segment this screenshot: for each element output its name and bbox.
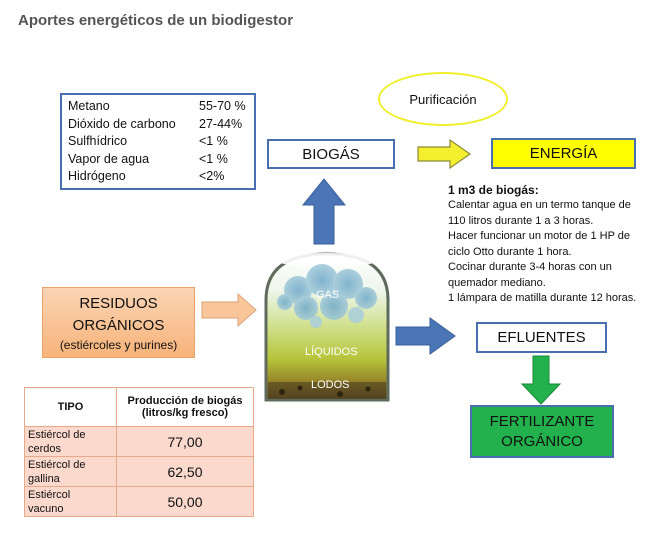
arrow-down-fertilizante [522,356,560,404]
page-title: Aportes energéticos de un biodigestor [18,12,294,29]
valor-cell: 50,00 [117,487,254,517]
valor-cell: 62,50 [117,457,254,487]
biogas-use-line: quemador mediano. [448,276,546,289]
biogas-uses-block [448,182,656,307]
biogas-use-line: Cocinar durante 3-4 horas con un [448,261,612,273]
energia-label: ENERGÍA [529,145,598,162]
digester-illustration [266,253,388,400]
component-name: Sulfhídrico [68,134,128,148]
purificacion-label: Purificación [409,91,477,107]
header-produccion-line1: Producción de biogás [127,395,243,407]
liquidos-label: LÍQUIDOS [305,346,358,358]
fertilizante-label-line1: FERTILIZANTE [489,412,595,430]
arrow-right-energia [418,140,470,168]
component-name: Vapor de agua [68,151,150,166]
component-value: <1 % [199,151,228,166]
biogas-use-line: Hacer funcionar un motor de 1 HP de [448,230,631,242]
component-value: 27-44% [199,116,243,131]
table-row [25,427,254,457]
component-value: <1 % [199,134,228,148]
biogas-uses-title: 1 m3 de biogás: [448,183,539,197]
table-header-row [25,388,254,427]
residuos-sublabel: (estiércoles y purines) [59,337,178,352]
table-row [25,457,254,487]
biogas-label: BIOGÁS [302,145,360,163]
table-row [25,487,254,517]
component-name: Hidrógeno [68,169,126,183]
lodos-label: LODOS [311,379,350,391]
efluentes-label: EFLUENTES [497,329,586,346]
valor-cell: 77,00 [117,427,254,457]
component-name: Dióxido de carbono [68,116,176,131]
header-tipo: TIPO [25,388,117,427]
biogas-use-line: 1 lámpara de matilla durante 12 horas. [448,292,637,304]
arrow-right-digester [202,294,256,326]
residuos-label-line1: RESIDUOS [79,294,158,312]
tipo-cell: Estiércol de gallina [25,457,117,487]
biogas-use-line: Calentar agua en un termo tanque de [448,199,631,211]
residuos-label-line2: ORGÁNICOS [72,316,165,334]
biogas-use-line: ciclo Otto durante 1 hora. [448,245,572,258]
tipo-cell: Estiércol de cerdos [25,427,117,457]
tipo-cell: Estiércol vacuno [25,487,117,517]
component-value: 55-70 % [199,99,246,113]
fertilizante-label-line2: ORGÁNICO [501,432,583,450]
header-produccion-line2: (litros/kg fresco) [141,407,229,419]
arrow-up-biogas [303,179,345,244]
component-value: <2% [199,169,225,183]
component-name: Metano [68,99,110,113]
production-table [24,387,254,517]
arrow-right-efluentes [396,318,455,354]
biogas-use-line: 110 litros durante 1 a 3 horas. [448,214,594,227]
gas-label: GAS [316,289,340,301]
header-produccion [117,388,254,427]
